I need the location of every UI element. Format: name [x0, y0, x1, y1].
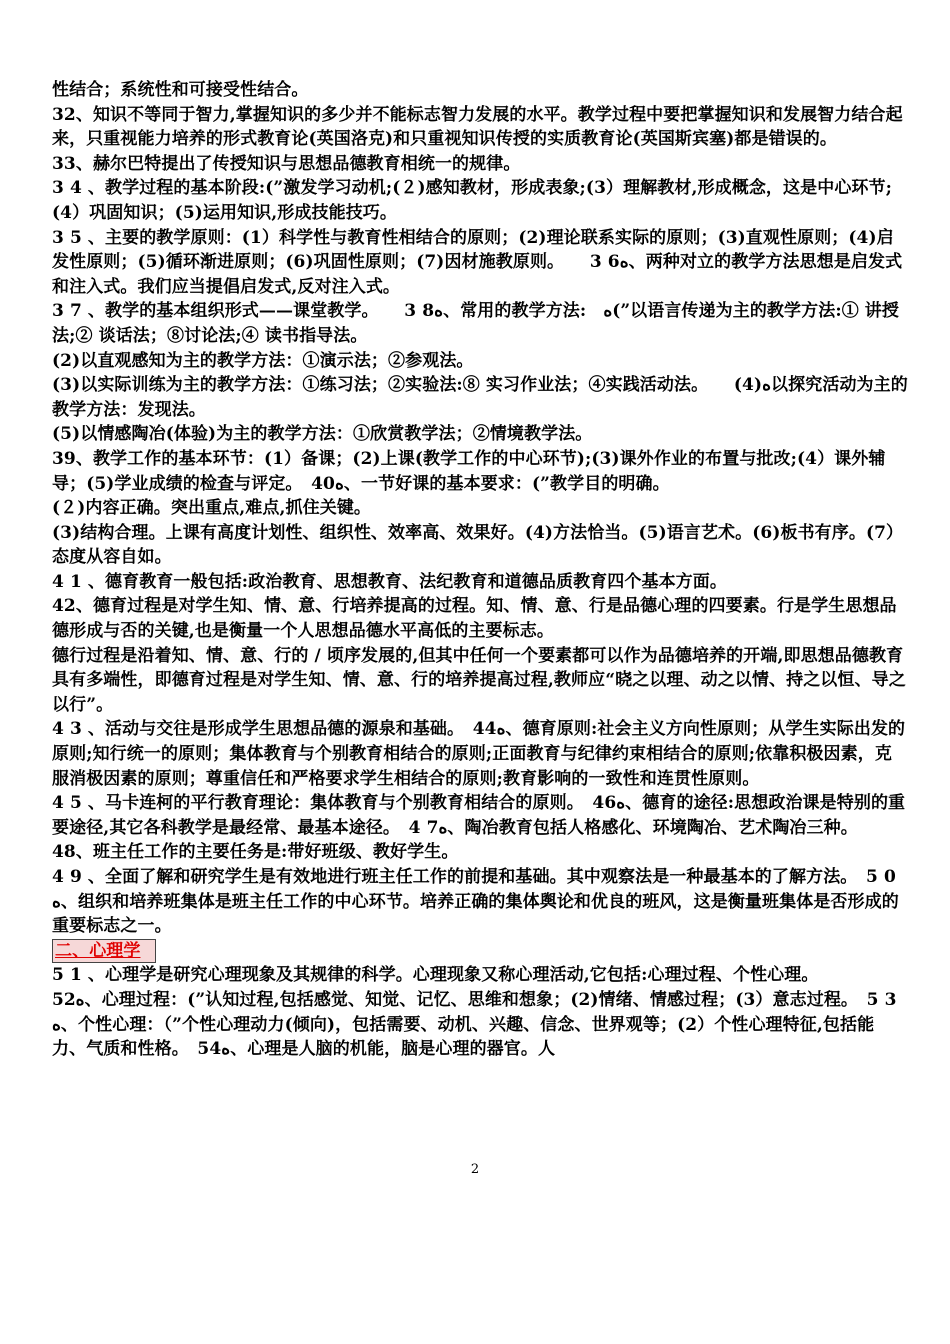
paragraph-42-cont: 德行过程是沿着知、情、意、行的 / 顷序发展的,但其中任何一个要素都可以作为品德培养的开端,即思想品德教育具有多端性，即德育过程是对学生知、情、意、行的培养提高过程,教师应“晓之以理、动之以情、持之以恒、导之以行”。 [52, 645, 906, 715]
paragraph-42: 42、德育过程是对学生知、情、意、行培养提高的过程。知、情、意、行是品德心理的四要素。行是学生思想品德形成与否的关键,也是衡量一个人思想品德水平高低的主要标志。 [52, 596, 897, 642]
paragraph-41: 4 1 、德育教育一般包括:政治教育、思想教育、法纪教育和道德品质教育四个基本方面。 [52, 571, 727, 592]
paragraph-35-36: 3 5 、主要的教学原则：(1）科学性与教育性相结合的原则；(2)理论联系实际的原则；(3)直观性原则；(4)启发性原则；(5)循环渐进原则；(6)巩固性原则；(7)因材施教原则。 3 6ﻩ、两种对立的教学方法思想是启发式和注入式。我们应当提倡启发式,反对注入式。 [52, 227, 903, 297]
paragraph-32: 32、知识不等同于智力,掌握知识的多少并不能标志智力发展的水平。教学过程中要把掌握知识和发展智力结合起来，只重视能力培养的形式教育论(英国洛克)和只重视知识传授的实质教育论(英国斯宾塞)都是错误的。 [52, 104, 903, 150]
paragraph-43-44: 4 3 、活动与交往是形成学生思想品德的源泉和基础。 44ﻩ、德育原则:社会主义方向性原则；从学生实际出发的原则;知行统一的原则；集体教育与个别教育相结合的原则;正面教育与纪律约束相结合的原则;依靠积极因素，克服消极因素的原则；尊重信任和严格要求学生相结合的原则;教育影响的一致性和连贯性原则。 [52, 719, 906, 789]
paragraph-51: 5 1 、心理学是研究心理现象及其规律的科学。心理现象又称心理活动,它包括:心理过程、个性心理。 [52, 965, 819, 986]
paragraph-continuation: 性结合；系统性和可接受性结合。 [52, 80, 309, 100]
paragraph-49-50: 4 9 、全面了解和研究学生是有效地进行班主任工作的前提和基础。其中观察法是一种最基本的了解方法。 5 0 ﻩ、组织和培养班集体是班主任工作的中心环节。培养正确的集体舆论和优良的班风，这是衡量班集体是否形成的重要标志之一。 [52, 867, 899, 937]
document-page [52, 78, 908, 1062]
paragraph-37-38: 3 7 、教学的基本组织形式——课堂教学。 3 8ﻩ、常用的教学方法: ﻩ(”以语言传递为主的教学方法:① 讲授法;② 谈话法；⑧讨论法;④ 读书指导法。 [52, 301, 900, 346]
section-heading-row [52, 939, 908, 964]
paragraph-48: 48、班主任工作的主要任务是:带好班级、教好学生。 [52, 842, 459, 863]
section-heading-psychology: 二、心理学 [52, 939, 156, 963]
paragraph-52-54: 52ﻩ、心理过程：(”认知过程,包括感觉、知觉、记忆、思维和想象；(2)情绪、情感过程；(3）意志过程。 5 3ﻩ、个性心理：（”个性心理动力(倾向)，包括需要、动机、兴趣、信念、世界观等；(2）个性心理特征,包括能力、气质和性格。 54ﻩ、心理是人脑的机能，脑是心理的器官。人 [52, 989, 897, 1060]
paragraph-33: 33、赫尔巴特提出了传授知识与思想品德教育相统一的规律。 [52, 153, 521, 174]
paragraph-method-5: (5)以情感陶冶(体验)为主的教学方法：①欣赏教学法；②情境教学法。 [52, 424, 593, 445]
paragraph-34: 3 4 、教学过程的基本阶段:(”激发学习动机;(２)感知教材，形成表象;(3）理解教材,形成概念，这是中心环节;(4）巩固知识；(5)运用知识,形成技能技巧。 [52, 178, 892, 223]
paragraph-method-2: (2)以直观感知为主的教学方法：①演示法；②参观法。 [52, 350, 474, 371]
paragraph-45-47: 4 5 、马卡连柯的平行教育理论：集体教育与个别教育相结合的原则。 46ﻩ、德育的途径:思想政治课是特别的重要途径,其它各科教学是最经常、最基本途径。 4 7ﻩ、陶冶教育包括人格感化、环境陶冶、艺术陶冶三种。 [52, 793, 906, 838]
page-number: 2 [470, 1162, 480, 1177]
paragraph-40-2: (２)内容正确。突出重点,难点,抓住关键。 [52, 498, 372, 519]
paragraph-40-3: (3)结构合理。上课有高度计划性、组织性、效率高、效果好。(4)方法恰当。(5)语言艺术。(6)板书有序。(7）态度从容自如。 [52, 522, 904, 568]
paragraph-method-3-4: (3)以实际训练为主的教学方法：①练习法；②实验法:⑧ 实习作业法；④实践活动法。 (4)ﻩ以探究活动为主的教学方法：发现法。 [52, 375, 908, 420]
paragraph-39-40: 39、教学工作的基本环节：(1）备课；(2)上课(教学工作的中心环节);(3)课外作业的布置与批改;(4）课外辅导；(5)学业成绩的检查与评定。 40ﻩ、一节好课的基本要求：(”教学目的明确。 [52, 448, 886, 494]
